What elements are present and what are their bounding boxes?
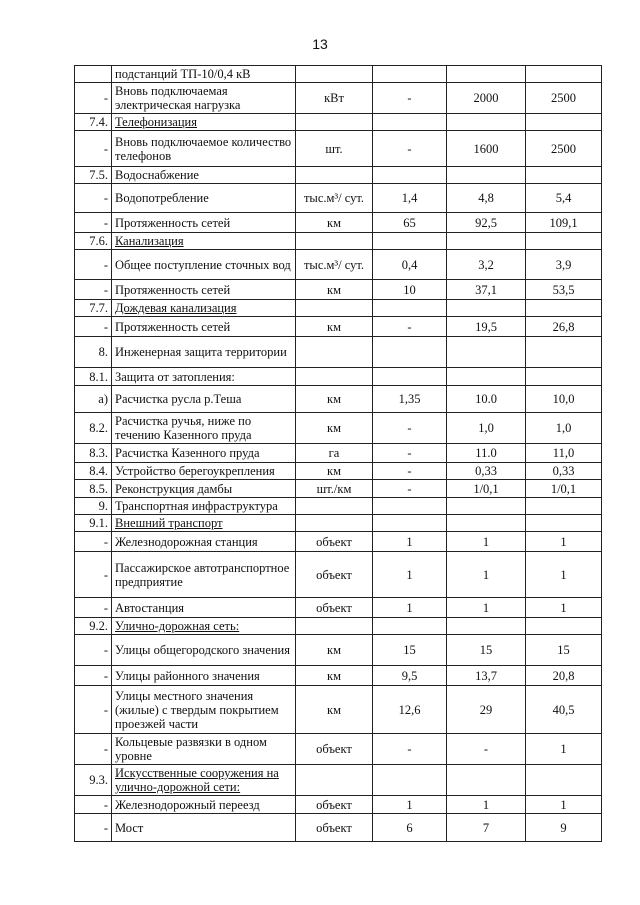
table-row: [75, 765, 602, 796]
indicator-name: Реконструкция дамбы: [112, 480, 296, 498]
value-first-stage: 13,7: [447, 666, 526, 686]
unit-cell: км: [296, 686, 373, 734]
table-row: [75, 444, 602, 463]
row-number: -: [75, 213, 112, 233]
value-target: 1: [526, 734, 602, 765]
unit-cell: [296, 368, 373, 386]
value-existing: [373, 167, 447, 184]
value-target: 11,0: [526, 444, 602, 463]
value-target: 3,9: [526, 250, 602, 280]
value-target: 26,8: [526, 317, 602, 337]
table-row: [75, 233, 602, 250]
value-existing: 6: [373, 814, 447, 842]
value-target: [526, 368, 602, 386]
value-target: [526, 515, 602, 532]
value-existing: 10: [373, 280, 447, 300]
indicator-name: Вновь подключаемое количество телефонов: [112, 131, 296, 167]
value-first-stage: [447, 167, 526, 184]
value-first-stage: 3,2: [447, 250, 526, 280]
row-number: -: [75, 317, 112, 337]
value-first-stage: 1/0,1: [447, 480, 526, 498]
value-target: 53,5: [526, 280, 602, 300]
row-number: 7.7.: [75, 300, 112, 317]
indicator-name: Дождевая канализация: [112, 300, 296, 317]
unit-cell: объект: [296, 796, 373, 814]
value-first-stage: [447, 515, 526, 532]
unit-cell: кВт: [296, 83, 373, 114]
unit-cell: тыс.м³/ сут.: [296, 250, 373, 280]
value-target: [526, 618, 602, 635]
value-existing: 65: [373, 213, 447, 233]
value-existing: 9,5: [373, 666, 447, 686]
unit-cell: км: [296, 317, 373, 337]
unit-cell: [296, 618, 373, 635]
indicator-name: Расчистка русла р.Теша: [112, 386, 296, 413]
indicators-table: [74, 65, 602, 842]
unit-cell: [296, 515, 373, 532]
row-number: -: [75, 83, 112, 114]
indicator-name: Железнодорожный переезд: [112, 796, 296, 814]
indicator-name: Улично-дорожная сеть:: [112, 618, 296, 635]
value-existing: 1: [373, 532, 447, 552]
indicator-name: Улицы общегородского значения: [112, 635, 296, 666]
indicator-name: Протяженность сетей: [112, 213, 296, 233]
value-existing: [373, 368, 447, 386]
table-row: [75, 532, 602, 552]
unit-cell: объект: [296, 552, 373, 598]
value-target: 1: [526, 552, 602, 598]
unit-cell: [296, 114, 373, 131]
table-row: [75, 635, 602, 666]
unit-cell: шт./км: [296, 480, 373, 498]
row-number: [75, 66, 112, 83]
value-first-stage: 11.0: [447, 444, 526, 463]
row-number: 7.6.: [75, 233, 112, 250]
value-target: 109,1: [526, 213, 602, 233]
page-number: 13: [312, 36, 328, 52]
indicator-name: Улицы районного значения: [112, 666, 296, 686]
value-existing: -: [373, 734, 447, 765]
row-number: -: [75, 552, 112, 598]
value-first-stage: 1: [447, 532, 526, 552]
table-row: [75, 114, 602, 131]
value-existing: [373, 515, 447, 532]
indicator-name: Протяженность сетей: [112, 317, 296, 337]
indicator-name: Устройство берегоукрепления: [112, 463, 296, 480]
indicator-name: Протяженность сетей: [112, 280, 296, 300]
unit-cell: [296, 167, 373, 184]
value-existing: [373, 233, 447, 250]
value-first-stage: 1,0: [447, 413, 526, 444]
unit-cell: км: [296, 666, 373, 686]
value-existing: -: [373, 413, 447, 444]
unit-cell: км: [296, 386, 373, 413]
indicator-name: Улицы местного значения (жилые) с твердым покрытием проезжей части: [112, 686, 296, 734]
value-existing: -: [373, 463, 447, 480]
value-existing: 1: [373, 598, 447, 618]
table-row: [75, 131, 602, 167]
table-row: [75, 814, 602, 842]
value-target: [526, 337, 602, 368]
table-row: [75, 413, 602, 444]
value-existing: 1,35: [373, 386, 447, 413]
value-target: [526, 498, 602, 515]
value-existing: [373, 618, 447, 635]
table-row: [75, 167, 602, 184]
indicator-name: Общее поступление сточных вод: [112, 250, 296, 280]
value-existing: 1,4: [373, 184, 447, 213]
row-number: -: [75, 686, 112, 734]
indicator-name: Мост: [112, 814, 296, 842]
row-number: 8.3.: [75, 444, 112, 463]
value-target: 2500: [526, 131, 602, 167]
row-number: 8.4.: [75, 463, 112, 480]
value-target: 1/0,1: [526, 480, 602, 498]
value-target: [526, 300, 602, 317]
value-target: 1,0: [526, 413, 602, 444]
table-row: [75, 300, 602, 317]
row-number: -: [75, 184, 112, 213]
value-existing: -: [373, 83, 447, 114]
unit-cell: тыс.м³/ сут.: [296, 184, 373, 213]
value-target: 10,0: [526, 386, 602, 413]
unit-cell: км: [296, 463, 373, 480]
value-first-stage: 10.0: [447, 386, 526, 413]
value-first-stage: [447, 498, 526, 515]
value-existing: -: [373, 480, 447, 498]
value-first-stage: [447, 233, 526, 250]
unit-cell: км: [296, 280, 373, 300]
unit-cell: объект: [296, 734, 373, 765]
value-first-stage: 19,5: [447, 317, 526, 337]
value-first-stage: 1: [447, 552, 526, 598]
table-row: [75, 618, 602, 635]
value-first-stage: 7: [447, 814, 526, 842]
value-existing: [373, 66, 447, 83]
table-row: [75, 480, 602, 498]
indicator-name: Канализация: [112, 233, 296, 250]
value-existing: [373, 498, 447, 515]
table-row: [75, 463, 602, 480]
table-row: [75, 213, 602, 233]
value-first-stage: [447, 114, 526, 131]
indicator-name: Внешний транспорт: [112, 515, 296, 532]
table-row: [75, 250, 602, 280]
value-target: [526, 233, 602, 250]
table-row: [75, 666, 602, 686]
table-row: [75, 83, 602, 114]
value-first-stage: 15: [447, 635, 526, 666]
value-existing: 12,6: [373, 686, 447, 734]
row-number: 8.1.: [75, 368, 112, 386]
indicator-name: Транспортная инфраструктура: [112, 498, 296, 515]
unit-cell: га: [296, 444, 373, 463]
value-existing: -: [373, 131, 447, 167]
indicator-name: Защита от затопления:: [112, 368, 296, 386]
indicator-name: Инженерная защита территории: [112, 337, 296, 368]
row-number: -: [75, 666, 112, 686]
value-first-stage: [447, 300, 526, 317]
value-first-stage: 1600: [447, 131, 526, 167]
row-number: -: [75, 734, 112, 765]
value-target: 1: [526, 598, 602, 618]
value-target: 2500: [526, 83, 602, 114]
value-existing: [373, 765, 447, 796]
value-first-stage: 4,8: [447, 184, 526, 213]
value-target: 5,4: [526, 184, 602, 213]
unit-cell: км: [296, 635, 373, 666]
indicator-name: Автостанция: [112, 598, 296, 618]
unit-cell: [296, 66, 373, 83]
row-number: -: [75, 131, 112, 167]
value-existing: 0,4: [373, 250, 447, 280]
value-existing: 1: [373, 552, 447, 598]
indicator-name: Кольцевые развязки в одном уровне: [112, 734, 296, 765]
value-target: 1: [526, 796, 602, 814]
unit-cell: [296, 233, 373, 250]
value-target: 20,8: [526, 666, 602, 686]
unit-cell: объект: [296, 598, 373, 618]
value-first-stage: 1: [447, 796, 526, 814]
indicator-name: Телефонизация: [112, 114, 296, 131]
row-number: 9.: [75, 498, 112, 515]
value-existing: -: [373, 444, 447, 463]
row-number: -: [75, 635, 112, 666]
value-first-stage: [447, 368, 526, 386]
value-target: 1: [526, 532, 602, 552]
unit-cell: [296, 498, 373, 515]
indicator-name: Вновь подключаемая электрическая нагрузка: [112, 83, 296, 114]
row-number: -: [75, 814, 112, 842]
row-number: 8.5.: [75, 480, 112, 498]
value-first-stage: 92,5: [447, 213, 526, 233]
indicator-name: Пассажирское автотранспортное предприятие: [112, 552, 296, 598]
row-number: -: [75, 532, 112, 552]
table-row: [75, 66, 602, 83]
row-number: 7.5.: [75, 167, 112, 184]
value-first-stage: 29: [447, 686, 526, 734]
table-row: [75, 386, 602, 413]
indicator-name: Расчистка ручья, ниже по течению Казенного пруда: [112, 413, 296, 444]
row-number: 9.1.: [75, 515, 112, 532]
indicator-name: Расчистка Казенного пруда: [112, 444, 296, 463]
value-existing: [373, 114, 447, 131]
row-number: -: [75, 598, 112, 618]
indicator-name: Водоснабжение: [112, 167, 296, 184]
value-existing: [373, 337, 447, 368]
indicator-name: подстанций ТП-10/0,4 кВ: [112, 66, 296, 83]
row-number: -: [75, 250, 112, 280]
unit-cell: км: [296, 413, 373, 444]
row-number: 9.2.: [75, 618, 112, 635]
indicator-name: Водопотребление: [112, 184, 296, 213]
unit-cell: км: [296, 213, 373, 233]
unit-cell: объект: [296, 814, 373, 842]
indicator-name: Железнодорожная станция: [112, 532, 296, 552]
row-number: 8.2.: [75, 413, 112, 444]
value-first-stage: 1: [447, 598, 526, 618]
table-row: [75, 552, 602, 598]
value-target: [526, 114, 602, 131]
row-number: 9.3.: [75, 765, 112, 796]
table-row: [75, 337, 602, 368]
unit-cell: шт.: [296, 131, 373, 167]
value-first-stage: [447, 337, 526, 368]
table-row: [75, 184, 602, 213]
row-number: 7.4.: [75, 114, 112, 131]
table-row: [75, 368, 602, 386]
value-target: [526, 765, 602, 796]
row-number: -: [75, 280, 112, 300]
value-first-stage: [447, 765, 526, 796]
unit-cell: объект: [296, 532, 373, 552]
row-number: 8.: [75, 337, 112, 368]
table-row: [75, 317, 602, 337]
unit-cell: [296, 300, 373, 317]
table-row: [75, 734, 602, 765]
row-number: -: [75, 796, 112, 814]
table-row: [75, 796, 602, 814]
table-row: [75, 498, 602, 515]
value-target: 40,5: [526, 686, 602, 734]
value-target: [526, 66, 602, 83]
value-first-stage: -: [447, 734, 526, 765]
value-first-stage: [447, 618, 526, 635]
table-row: [75, 598, 602, 618]
unit-cell: [296, 337, 373, 368]
value-existing: 15: [373, 635, 447, 666]
table-body: [75, 66, 602, 842]
value-first-stage: 0,33: [447, 463, 526, 480]
indicator-name: Искусственные сооружения на улично-дорожной сети:: [112, 765, 296, 796]
value-target: 0,33: [526, 463, 602, 480]
value-first-stage: [447, 66, 526, 83]
table-row: [75, 280, 602, 300]
table-row: [75, 686, 602, 734]
value-first-stage: 37,1: [447, 280, 526, 300]
row-number: а): [75, 386, 112, 413]
value-target: 15: [526, 635, 602, 666]
value-target: [526, 167, 602, 184]
unit-cell: [296, 765, 373, 796]
value-existing: -: [373, 317, 447, 337]
table-row: [75, 515, 602, 532]
value-existing: 1: [373, 796, 447, 814]
value-target: 9: [526, 814, 602, 842]
value-first-stage: 2000: [447, 83, 526, 114]
value-existing: [373, 300, 447, 317]
